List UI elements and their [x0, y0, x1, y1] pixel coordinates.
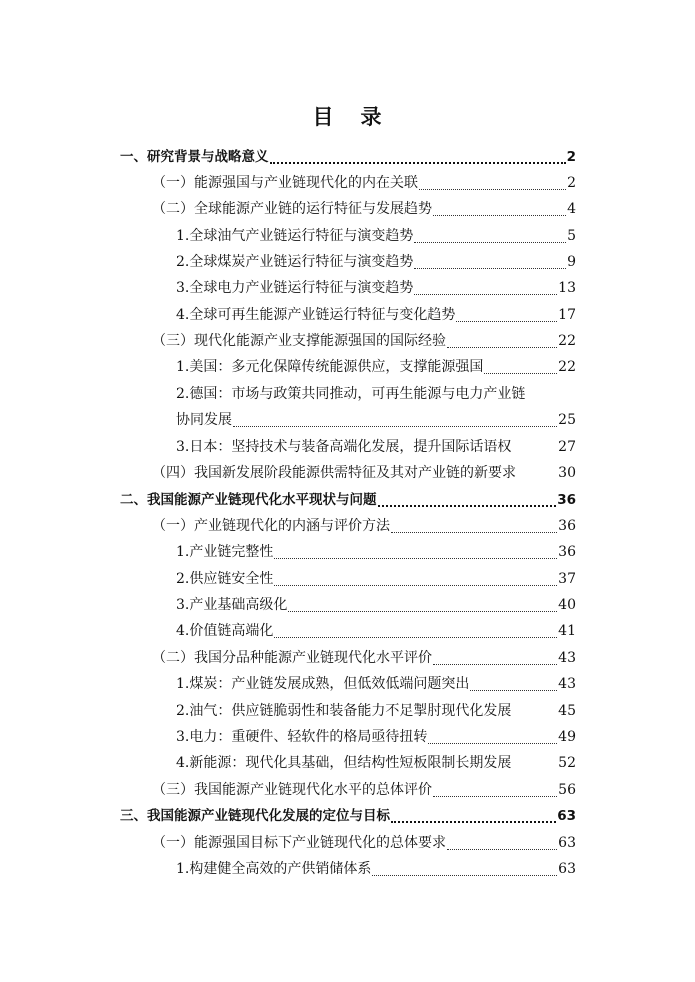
toc-entry[interactable]	[152, 193, 576, 219]
toc-entry[interactable]	[176, 272, 576, 298]
toc-entry-label: 一、研究背景与战略意义	[120, 149, 269, 165]
toc-entry[interactable]	[176, 299, 576, 325]
leader-dots	[419, 171, 566, 190]
toc-entry-label: 协同发展	[176, 412, 232, 428]
toc-entry-page: 43	[558, 676, 576, 692]
toc-entry-label: 二、我国能源产业链现代化水平现状与问题	[120, 492, 377, 508]
toc-entry-label: 1.美国：多元化保障传统能源供应，支撑能源强国	[176, 359, 484, 375]
toc-entry-label: 2.全球煤炭产业链运行特征与演变趋势	[176, 254, 414, 270]
toc-entry[interactable]	[176, 668, 576, 694]
toc-entry[interactable]	[152, 774, 576, 800]
toc-entry-page: 2	[567, 175, 576, 191]
toc-entry-page: 13	[558, 280, 576, 296]
toc-entry[interactable]	[176, 563, 576, 589]
toc-entry-page: 56	[558, 782, 576, 798]
toc-entry-label: 1.全球油气产业链运行特征与演变趋势	[176, 228, 414, 244]
toc-entry-continuation[interactable]	[176, 404, 576, 430]
toc-entry-label: 2.德国：市场与政策共同推动，可再生能源与电力产业链	[176, 386, 526, 402]
toc-entry-label: 1.煤炭：产业链发展成熟，但低效低端问题突出	[176, 676, 470, 692]
toc-entry-label: 4.全球可再生能源产业链运行特征与变化趋势	[176, 307, 456, 323]
leader-dots	[433, 197, 566, 216]
leader-dots	[484, 355, 557, 374]
toc-entry-label: （四）我国新发展阶段能源供需特征及其对产业链的新要求	[152, 465, 516, 481]
toc-entry-label: 三、我国能源产业链现代化发展的定位与目标	[120, 808, 390, 824]
toc-entry-label: （三）我国能源产业链现代化水平的总体评价	[152, 782, 432, 798]
toc-entry[interactable]	[176, 589, 576, 615]
toc-entry-label: （二）我国分品种能源产业链现代化水平评价	[152, 650, 432, 666]
toc-entry-page: 36	[558, 518, 576, 534]
toc-entry-page: 40	[558, 597, 576, 613]
toc-entry-page: 9	[567, 254, 576, 270]
toc-entry-label: 3.产业基础高级化	[176, 597, 288, 613]
leader-dots	[372, 857, 557, 876]
toc-entry[interactable]	[176, 615, 576, 641]
toc-entry-page: 63	[558, 861, 576, 877]
toc-entry-label: 1.产业链完整性	[176, 544, 274, 560]
toc-entry-label: （二）全球能源产业链的运行特征与发展趋势	[152, 201, 432, 217]
toc-entry-page: 63	[557, 808, 576, 824]
leader-dots	[391, 803, 556, 823]
leader-dots	[517, 462, 557, 480]
toc-entry-label: 3.全球电力产业链运行特征与演变趋势	[176, 280, 414, 296]
leader-dots	[512, 436, 557, 454]
leader-dots	[391, 514, 557, 533]
toc-entry-label: 2.油气：供应链脆弱性和装备能力不足掣肘现代化发展	[176, 703, 512, 719]
toc-entry[interactable]	[120, 141, 576, 167]
leader-dots	[270, 144, 566, 164]
toc-entry-page: 2	[566, 149, 576, 165]
toc-entry-page: 17	[558, 307, 576, 323]
leader-dots	[447, 329, 557, 348]
leader-dots	[456, 303, 557, 322]
toc-entry[interactable]	[152, 457, 576, 483]
leader-dots	[433, 646, 557, 665]
toc-entry[interactable]	[176, 747, 576, 773]
toc-entry-page: 41	[558, 623, 576, 639]
toc-entry[interactable]	[176, 536, 576, 562]
leader-dots	[447, 831, 557, 850]
toc-entry-page: 27	[558, 439, 576, 455]
leader-dots	[526, 383, 575, 401]
toc-entry-page: 22	[558, 359, 576, 375]
toc-entry-label: （一）能源强国与产业链现代化的内在关联	[152, 175, 418, 191]
toc-entry[interactable]	[176, 695, 576, 721]
leader-dots	[414, 250, 566, 269]
toc-entry[interactable]	[152, 167, 576, 193]
toc-entry[interactable]	[120, 800, 576, 826]
toc-entry-label: 3.电力：重硬件、轻软件的格局亟待扭转	[176, 729, 428, 745]
leader-dots	[414, 276, 557, 295]
leader-dots	[512, 700, 557, 718]
toc-entry-page: 22	[558, 333, 576, 349]
toc-entry[interactable]	[176, 431, 576, 457]
leader-dots	[414, 224, 566, 243]
toc-entry[interactable]	[152, 325, 576, 351]
leader-dots	[512, 752, 557, 770]
toc-entry-label: 4.新能源：现代化具基础，但结构性短板限制长期发展	[176, 755, 512, 771]
toc-entry[interactable]	[176, 721, 576, 747]
leader-dots	[274, 619, 557, 638]
toc-entry-page: 43	[558, 650, 576, 666]
toc-entry-label: （三）现代化能源产业支撑能源强国的国际经验	[152, 333, 446, 349]
toc-entry[interactable]	[176, 220, 576, 246]
page-title	[0, 101, 695, 133]
leader-dots	[378, 487, 557, 507]
leader-dots	[428, 725, 557, 744]
toc-entry-label: （一）能源强国目标下产业链现代化的总体要求	[152, 835, 446, 851]
toc-entry[interactable]	[176, 246, 576, 272]
toc-entry-label: 4.价值链高端化	[176, 623, 274, 639]
toc-entry[interactable]	[152, 510, 576, 536]
toc-entry-label: （一）产业链现代化的内涵与评价方法	[152, 518, 390, 534]
toc-entry-page: 4	[567, 201, 576, 217]
toc-entry-label: 2.供应链安全性	[176, 571, 274, 587]
leader-dots	[274, 540, 557, 559]
toc-entry-page: 45	[558, 703, 576, 719]
toc-entry[interactable]	[176, 378, 576, 404]
toc-entry-page: 52	[558, 755, 576, 771]
toc-entry-page: 30	[558, 465, 576, 481]
toc-entry[interactable]	[176, 351, 576, 377]
title-char-1: 目	[312, 105, 335, 129]
toc-entry[interactable]	[120, 484, 576, 510]
toc-entry-page: 37	[558, 571, 576, 587]
leader-dots	[274, 567, 557, 586]
leader-dots	[433, 778, 557, 797]
toc-entry[interactable]	[176, 853, 576, 879]
toc-entry[interactable]	[152, 827, 576, 853]
toc-entry-page: 36	[558, 544, 576, 560]
leader-dots	[288, 593, 557, 612]
leader-dots	[233, 408, 557, 427]
title-char-2: 录	[360, 105, 383, 129]
toc-entry-page: 49	[558, 729, 576, 745]
leader-dots	[470, 672, 557, 691]
toc-entry-page: 63	[558, 835, 576, 851]
toc-entry-page: 25	[558, 412, 576, 428]
toc-entry-page: 36	[557, 492, 576, 508]
toc-entry-label: 1.构建健全高效的产供销储体系	[176, 861, 372, 877]
toc-entry-label: 3.日本：坚持技术与装备高端化发展，提升国际话语权	[176, 439, 512, 455]
toc-entry-page: 5	[567, 228, 576, 244]
toc-entry[interactable]	[152, 642, 576, 668]
